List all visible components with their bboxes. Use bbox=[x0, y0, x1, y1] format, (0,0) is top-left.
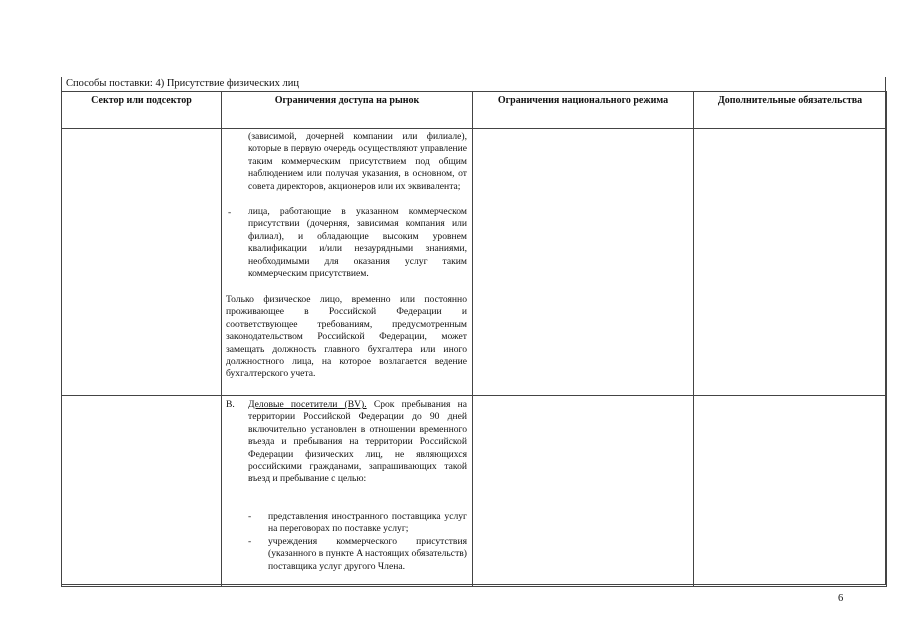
market-access-cell bbox=[222, 129, 473, 396]
market-access-cell bbox=[222, 396, 473, 587]
national-treatment-cell bbox=[473, 129, 694, 396]
sector-cell bbox=[62, 396, 222, 587]
header-national-treatment: Ограничения национального режима bbox=[473, 92, 694, 129]
header-sector: Сектор или подсектор bbox=[62, 92, 222, 129]
additional-commitments-cell bbox=[694, 396, 887, 587]
business-visitors-intro: Срок пребывания на территории Российской Федерации до 90 дней включительно установлен в отношении временного въезда и пребывания на территории Российской Федерации физических лиц, не являющихся российскими гражданами, запрашивающих такой въезд и пребывание с целью: bbox=[248, 399, 468, 485]
business-visitors-paragraph bbox=[248, 399, 467, 486]
header-additional-commitments: Дополнительные обязательства bbox=[694, 92, 887, 129]
supply-mode-label: Способы поставки: 4) Присутствие физических лиц bbox=[66, 78, 300, 89]
market-access-paragraph: (зависимой, дочерней компании или филиале), которые в первую очередь осуществляют управление таким коммерческим присутствием под общим наблюдением или получая указания, в основном, от совета директоров, акционеров или их эквивалента; bbox=[248, 131, 467, 192]
list-bullet: - bbox=[248, 536, 252, 547]
header-row bbox=[62, 92, 887, 129]
national-treatment-cell bbox=[473, 396, 694, 587]
table-row bbox=[62, 129, 887, 396]
market-access-paragraph: лица, работающие в указанном коммерческом присутствии (дочерняя, зависимая компания или филиал), и обладающие высоким уровнем квалификации и/или незаурядными знаниями, необходимыми для оказания услуг таким коммерческим присутствием. bbox=[248, 206, 467, 280]
page-number: 6 bbox=[838, 593, 844, 604]
sector-cell bbox=[62, 129, 222, 396]
business-visitors-heading: Деловые посетители (BV). bbox=[248, 399, 367, 410]
business-visitors-bullet: учреждения коммерческого присутствия (указанного в пункте A настоящих обязательств) поставщика услуг другого Члена. bbox=[268, 536, 467, 572]
list-bullet: - bbox=[228, 207, 232, 218]
list-bullet: - bbox=[248, 511, 252, 522]
additional-commitments-cell bbox=[694, 129, 887, 396]
schedule-table bbox=[61, 91, 887, 587]
schedule-table-frame bbox=[61, 77, 886, 585]
header-market-access: Ограничения доступа на рынок bbox=[222, 92, 473, 129]
list-letter: B. bbox=[226, 399, 235, 410]
market-access-paragraph: Только физическое лицо, временно или постоянно проживающее в Российской Федерации и соответствующее требованиям, предусмотренным законодательством Российской Федерации, может замещать должность главного бухгалтера или иного должностного лица, на которое возлагается ведение бухгалтерского учета. bbox=[226, 294, 467, 380]
table-row bbox=[62, 396, 887, 587]
business-visitors-bullet: представления иностранного поставщика услуг на переговорах по поставке услуг; bbox=[268, 511, 467, 535]
